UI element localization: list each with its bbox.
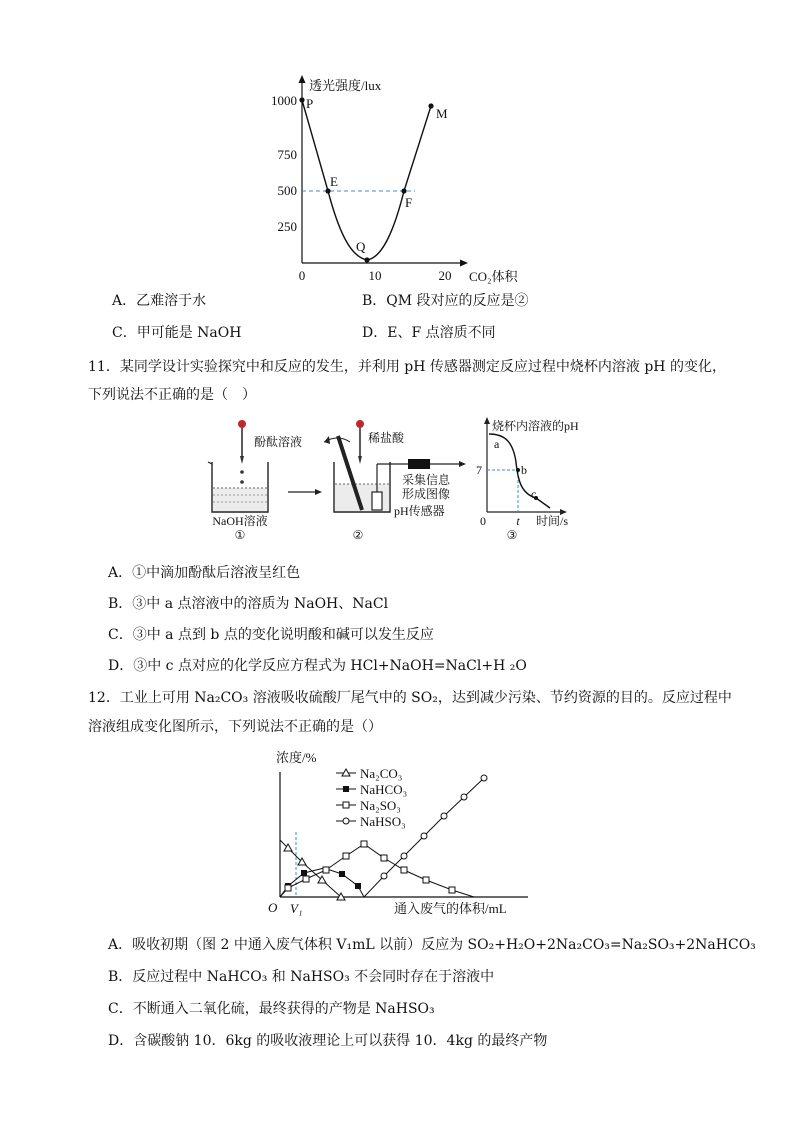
conc-xlabel: 通入废气的体积/mL [394,901,507,916]
q11-stem-line1: 11．某同学设计实验探究中和反应的发生，并利用 pH 传感器测定反应过程中烧杯内溶液 pH 的变化， [88,359,726,375]
ph-point-c: c [531,487,537,501]
conc-origin: O [268,900,278,915]
xtick-0: 0 [298,268,306,283]
q12-option-b[interactable]: B．反应过程中 NaHCO₃ 和 NaHSO₃ 不会同时存在于溶液中 [108,969,495,985]
y-axis-label: 透光强度/lux [309,78,382,93]
ph-point-b: b [521,463,527,477]
q12-option-a[interactable]: A．吸收初期（图 2 中通入废气体积 V₁mL 以前）反应为 SO₂+H₂O+2Na₂CO₃=Na₂SO₃+2NaHCO₃ [108,937,756,953]
ytick-1000: 1000 [271,93,297,108]
ytick-500: 500 [277,183,297,198]
label-step2: ② [352,528,364,542]
q12-stem-line2: 溶液组成变化图所示，下列说法不正确的是（） [88,719,382,735]
legend [336,766,407,829]
q12-option-c[interactable]: C．不断通入二氧化硫，最终获得的产物是 NaHSO₃ [108,1001,435,1017]
q11-option-b[interactable]: B．③中 a 点溶液中的溶质为 NaOH、NaCl [108,596,389,612]
point-m: M [436,106,448,121]
ytick-250: 250 [277,219,297,234]
legend-na2co3: Na₂CO₃ [360,766,403,781]
ph-t: t [516,514,520,528]
legend-nahco3: NaHCO₃ [360,782,408,797]
ph-origin: 0 [480,514,486,528]
label-ph-sensor: pH传感器 [394,504,445,518]
point-p: P [306,96,314,111]
q10-option-a[interactable]: A．乙难溶于水 [112,293,207,309]
legend-na2so3: Na₂SO₃ [360,798,401,813]
q11-stem-line2: 下列说法不正确的是（ ） [88,387,256,403]
label-collect-line2: 形成图像 [402,487,451,501]
label-phenolphthalein: 酚酞溶液 [254,435,303,449]
figure-light-intensity [255,70,545,288]
ph-point-a: a [494,437,500,451]
xtick-20: 20 [438,268,452,283]
q11-option-d[interactable]: D．③中 c 点对应的化学反应方程式为 HCl+NaOH=NaCl+H ₂O [108,658,527,674]
q12-stem-line1: 12．工业上可用 Na₂CO₃ 溶液吸收硫酸厂尾气中的 SO₂，达到减少污染、节约资源的目的。反应过程中 [88,690,732,706]
label-hydrochloric-acid: 稀盐酸 [368,431,405,445]
q10-option-b[interactable]: B．QM 段对应的反应是② [362,293,529,309]
ph-seven: 7 [476,463,482,477]
ph-xlabel: 时间/s [536,514,569,528]
label-step3: ③ [506,528,518,542]
ph-graph-ylabel: 烧杯内溶液的pH [492,419,579,433]
figure-concentration [258,742,548,920]
label-naoh-solution: NaOH溶液 [212,514,268,528]
conc-ylabel: 浓度/% [276,750,317,765]
q11-option-c[interactable]: C．③中 a 点到 b 点的变化说明酸和碱可以发生反应 [108,627,434,643]
q12-option-d[interactable]: D．含碳酸钠 10．6kg 的吸收液理论上可以获得 10．4kg 的最终产物 [108,1033,548,1049]
legend-nahso3: NaHSO₃ [360,814,406,829]
point-e: E [330,174,338,189]
conc-v1: V₁ [290,901,303,916]
q10-option-d[interactable]: D．E、F 点溶质不同 [362,325,496,341]
figure-neutralization [200,412,600,544]
xtick-10: 10 [368,268,382,283]
q10-option-c[interactable]: C．甲可能是 NaOH [112,325,242,341]
label-collect-line1: 采集信息 [402,473,451,487]
q11-option-a[interactable]: A．①中滴加酚酞后溶液呈红色 [108,565,301,581]
label-step1: ① [234,528,246,542]
point-f: F [405,195,413,210]
ytick-750: 750 [277,147,297,162]
x-axis-label: CO₂体积 [469,269,518,284]
point-q: Q [356,239,366,254]
